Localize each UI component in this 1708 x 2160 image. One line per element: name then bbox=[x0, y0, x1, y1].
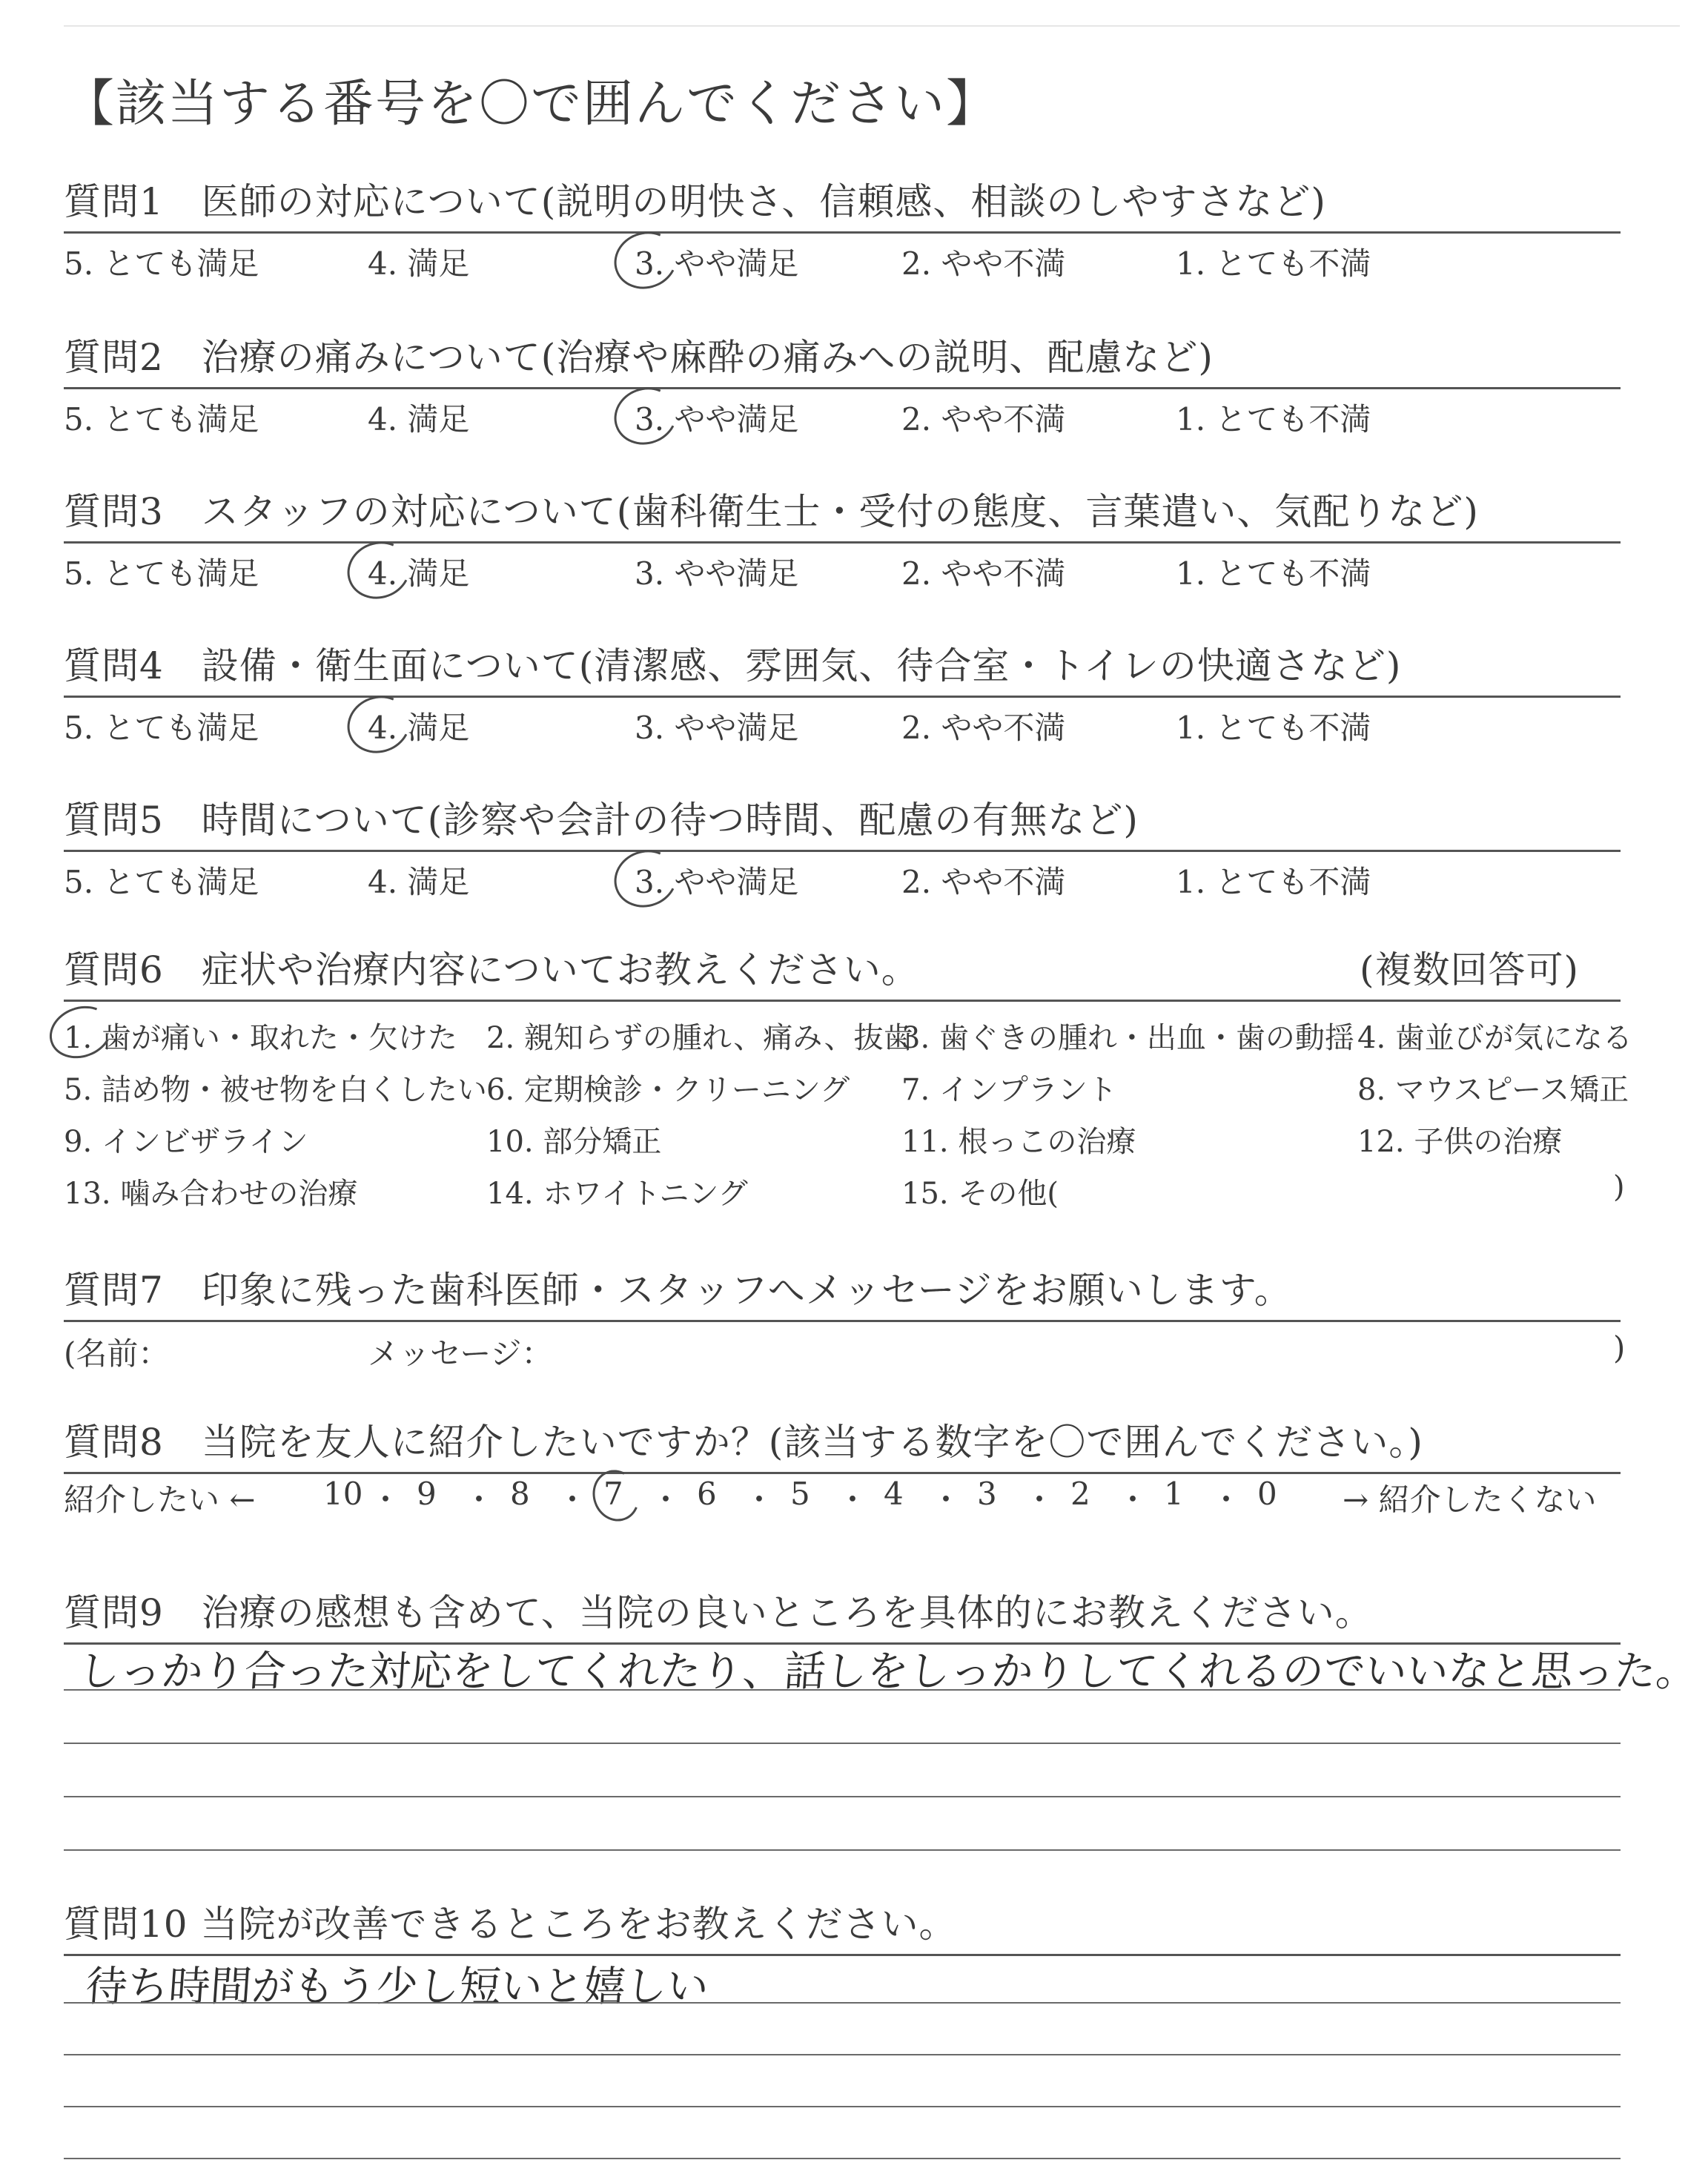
scale-separator: ・ bbox=[930, 1482, 962, 1518]
q6-option-13[interactable]: 13. 噛み合わせの治療 bbox=[64, 1177, 358, 1211]
question-6-rule bbox=[64, 1000, 1621, 1002]
question-4-title: 質問4 設備・衛生面について(清潔感、雰囲気、待合室・トイレの快適さなど) bbox=[64, 644, 1402, 687]
question-10-title: 質問10 当院が改善できるところをお教えください。 bbox=[64, 1903, 957, 1946]
q6-options bbox=[64, 1014, 1632, 1229]
question-7-rule bbox=[64, 1320, 1621, 1322]
rating-option[interactable]: 2. やや不満 bbox=[901, 401, 1066, 437]
rating-option[interactable]: 2. やや不満 bbox=[901, 710, 1066, 746]
rating-option[interactable]: 3. やや満足 bbox=[635, 864, 799, 900]
recommend-scale bbox=[64, 1476, 1621, 1520]
scale-number[interactable]: 3 bbox=[977, 1476, 997, 1512]
scale-number[interactable]: 4 bbox=[884, 1476, 904, 1512]
q6-option-11[interactable]: 11. 根っこの治療 bbox=[901, 1125, 1136, 1159]
answer-line bbox=[64, 1796, 1621, 1797]
question-10 bbox=[64, 1895, 1621, 1956]
multiple-answers-note: (複数回答可) bbox=[1360, 948, 1580, 991]
scale-number[interactable]: 1 bbox=[1164, 1476, 1184, 1512]
scale-separator: ・ bbox=[1024, 1482, 1056, 1518]
question-2-options bbox=[64, 389, 1621, 441]
question-9-lines bbox=[64, 1689, 1621, 1851]
q6-option-7[interactable]: 7. インプラント bbox=[901, 1073, 1117, 1107]
rating-option[interactable]: 4. 満足 bbox=[368, 710, 470, 746]
answer-line bbox=[64, 1849, 1621, 1851]
rating-option[interactable]: 1. とても不満 bbox=[1176, 401, 1371, 437]
question-5 bbox=[64, 790, 1621, 904]
question-3-title: 質問3 スタッフの対応について(歯科衛生士・受付の態度、言葉遣い、気配りなど) bbox=[64, 490, 1479, 533]
q6-option-14[interactable]: 14. ホワイトニング bbox=[486, 1177, 748, 1211]
question-9 bbox=[64, 1583, 1621, 1645]
question-8 bbox=[64, 1413, 1621, 1474]
scale-separator: ・ bbox=[837, 1482, 869, 1518]
scale-number[interactable]: 7 bbox=[603, 1476, 623, 1512]
scale-number[interactable]: 2 bbox=[1070, 1476, 1090, 1512]
question-5-title: 質問5 時間について(診察や会計の待つ時間、配慮の有無など) bbox=[64, 799, 1139, 842]
scale-separator: ・ bbox=[1117, 1482, 1149, 1518]
answer-line bbox=[64, 2158, 1621, 2159]
question-3 bbox=[64, 482, 1621, 595]
question-4 bbox=[64, 636, 1621, 750]
question-1-title: 質問1 医師の対応について(説明の明快さ、信頼感、相談のしやすさなど) bbox=[64, 180, 1326, 223]
question-6-text: 質問6 症状や治療内容についてお教えください。 bbox=[64, 948, 919, 991]
rating-option[interactable]: 3. やや満足 bbox=[635, 555, 799, 592]
question-2-title: 質問2 治療の痛みについて(治療や麻酔の痛みへの説明、配慮など) bbox=[64, 336, 1214, 379]
rating-option[interactable]: 5. とても満足 bbox=[64, 555, 259, 592]
question-2 bbox=[64, 328, 1621, 441]
scale-separator: ・ bbox=[557, 1482, 589, 1518]
top-border bbox=[64, 25, 1680, 27]
selection-circle bbox=[606, 223, 686, 298]
question-5-options bbox=[64, 852, 1621, 904]
rating-option[interactable]: 4. 満足 bbox=[368, 555, 470, 592]
rating-option[interactable]: 1. とても不満 bbox=[1176, 555, 1371, 592]
form-heading: 【該当する番号を〇で囲んでください】 bbox=[64, 75, 999, 133]
rating-option[interactable]: 1. とても不満 bbox=[1176, 245, 1371, 282]
rating-option[interactable]: 2. やや不満 bbox=[901, 245, 1066, 282]
scale-separator: ・ bbox=[463, 1482, 495, 1518]
q6-option-9[interactable]: 9. インビザライン bbox=[64, 1125, 308, 1159]
selection-circle bbox=[606, 842, 686, 916]
rating-option[interactable]: 2. やや不満 bbox=[901, 864, 1066, 900]
scale-number[interactable]: 5 bbox=[790, 1476, 810, 1512]
rating-option[interactable]: 3. やや満足 bbox=[635, 401, 799, 437]
q6-option-2[interactable]: 2. 親知らずの腫れ、痛み、抜歯 bbox=[486, 1021, 913, 1055]
scale-number[interactable]: 10 bbox=[323, 1476, 363, 1512]
question-9-answer[interactable]: しっかり合った対応をしてくれたり、話しをしっかりしてくれるのでいいなと思った。 bbox=[76, 1648, 1699, 1696]
question-6 bbox=[64, 940, 1621, 1002]
q6-option-6[interactable]: 6. 定期検診・クリーニング bbox=[486, 1073, 850, 1107]
q6-option-15[interactable]: 15. その他( bbox=[901, 1177, 1059, 1211]
scale-separator: ・ bbox=[744, 1482, 775, 1518]
message-label: メッセージ： bbox=[368, 1335, 553, 1372]
scale-separator: ・ bbox=[650, 1482, 682, 1518]
q6-option-4[interactable]: 4. 歯並びが気になる bbox=[1357, 1021, 1632, 1055]
question-7-title: 質問7 印象に残った歯科医師・スタッフへメッセージをお願いします。 bbox=[64, 1269, 1292, 1312]
recommend-left-label: 紹介したい ← bbox=[64, 1482, 256, 1518]
q6-option-3[interactable]: 3. 歯ぐきの腫れ・出血・歯の動揺 bbox=[901, 1021, 1354, 1055]
selection-circle bbox=[340, 533, 419, 608]
scale-number[interactable]: 0 bbox=[1257, 1476, 1277, 1512]
q6-option-12[interactable]: 12. 子供の治療 bbox=[1357, 1125, 1563, 1159]
question-8-rule bbox=[64, 1472, 1621, 1474]
scale-separator: ・ bbox=[370, 1482, 402, 1518]
scale-number[interactable]: 6 bbox=[697, 1476, 717, 1512]
q6-option-1[interactable]: 1. 歯が痛い・取れた・欠けた bbox=[64, 1021, 457, 1055]
question-1-options bbox=[64, 234, 1621, 285]
answer-line bbox=[64, 2106, 1621, 2107]
question-7 bbox=[64, 1261, 1626, 1374]
selection-circle bbox=[340, 687, 419, 762]
scale-number[interactable]: 8 bbox=[510, 1476, 530, 1512]
question-6-title bbox=[64, 940, 1621, 994]
rating-option[interactable]: 1. とても不満 bbox=[1176, 710, 1371, 746]
rating-option[interactable]: 4. 満足 bbox=[368, 401, 470, 437]
rating-option[interactable]: 3. やや満足 bbox=[635, 710, 799, 746]
question-4-options bbox=[64, 698, 1621, 750]
rating-option[interactable]: 5. とても満足 bbox=[64, 864, 259, 900]
q6-option-15-close: ) bbox=[1613, 1170, 1625, 1204]
answer-line bbox=[64, 2002, 1621, 2004]
q6-option-5[interactable]: 5. 詰め物・被せ物を白くしたい bbox=[64, 1073, 487, 1107]
rating-option[interactable]: 4. 満足 bbox=[368, 864, 470, 900]
question-10-answer[interactable]: 待ち時間がもう少し短いと嬉しい bbox=[84, 1963, 710, 2011]
rating-option[interactable]: 4. 満足 bbox=[368, 245, 470, 282]
name-label: (名前： bbox=[64, 1335, 170, 1372]
rating-option[interactable]: 2. やや不満 bbox=[901, 555, 1066, 592]
rating-option[interactable]: 5. とても満足 bbox=[64, 710, 259, 746]
answer-line bbox=[64, 1743, 1621, 1744]
q6-option-8[interactable]: 8. マウスピース矯正 bbox=[1357, 1073, 1629, 1107]
question-3-options bbox=[64, 544, 1621, 595]
question-9-title: 質問9 治療の感想も含めて、当院の良いところを具体的にお教えください。 bbox=[64, 1591, 1373, 1634]
scale-number[interactable]: 9 bbox=[417, 1476, 437, 1512]
scale-separator: ・ bbox=[1211, 1482, 1242, 1518]
question-10-lines bbox=[64, 2002, 1621, 2159]
rating-option[interactable]: 5. とても満足 bbox=[64, 401, 259, 437]
rating-option[interactable]: 3. やや満足 bbox=[635, 245, 799, 282]
answer-line bbox=[64, 1689, 1621, 1691]
rating-option[interactable]: 5. とても満足 bbox=[64, 245, 259, 282]
question-1 bbox=[64, 172, 1621, 285]
q7-close-paren: ) bbox=[1613, 1330, 1626, 1366]
recommend-right-label: → 紹介したくない bbox=[1343, 1482, 1597, 1518]
q6-option-10[interactable]: 10. 部分矯正 bbox=[486, 1125, 662, 1159]
selection-circle bbox=[606, 379, 686, 454]
answer-line bbox=[64, 2054, 1621, 2055]
question-8-title: 質問8 当院を友人に紹介したいですか？(該当する数字を〇で囲んでください。) bbox=[64, 1421, 1423, 1464]
rating-option[interactable]: 1. とても不満 bbox=[1176, 864, 1371, 900]
